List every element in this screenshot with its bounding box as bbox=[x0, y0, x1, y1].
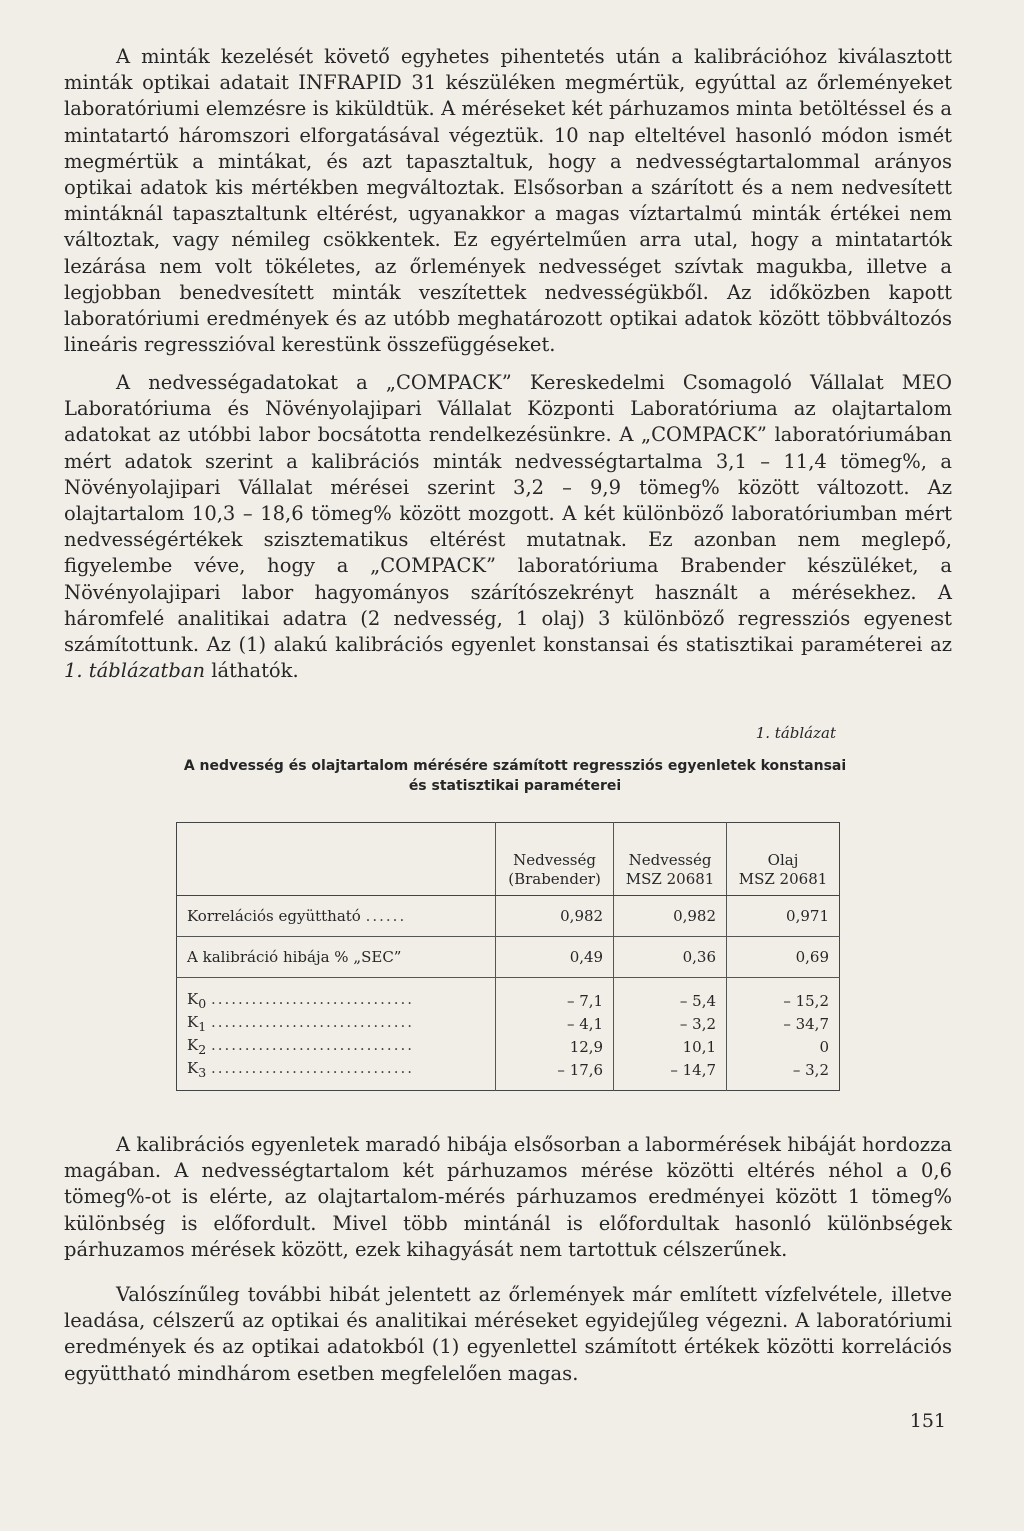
cell-value: – 15,2 bbox=[727, 978, 840, 1014]
row-label bbox=[177, 937, 496, 978]
header-nedvesseg-msz bbox=[614, 823, 727, 896]
paragraph-2-text: A nedvességadatokat a „COMPACK” Kereskedelmi Csomagoló Vállalat MEO Laboratóriuma és Növényolajipari Vállalat Központi Laboratóriuma az olajtartalom adatokat az utóbbi labor bocsátotta rendelkezésünkre. A „COMPACK” laboratóriumában mért adatok szerint a kalibrációs minták nedvességtartalma 3,1 – 11,4 tömeg%, a Növényolajipari Vállalat mérései szerint 3,2 – 9,9 tömeg% között változott. Az olajtartalom 10,3 – 18,6 tömeg% között mozgott. A két különböző laboratóriumban mért nedvességértékek szisztematikus eltérést mutatnak. Ez azonban nem meglepő, figyelembe véve, hogy a „COMPACK” laboratóriuma Brabender készüléket, a Növényolajipari labor hagyományos szárítószekrényt használt a mérésekhez. A háromfelé analitikai adatra (2 nedvesség, 1 olaj) 3 különböző regressziós egyenest számítottunk. Az (1) alakú kalibrációs egyenlet konstansai és statisztikai paraméterei az bbox=[64, 371, 952, 657]
row-label-subscript: 3 bbox=[198, 1065, 207, 1080]
leader-dots: .............................. bbox=[210, 1059, 414, 1077]
cell-value: 0 bbox=[727, 1036, 840, 1059]
table-row-k3 bbox=[177, 1059, 840, 1091]
cell-value: 0,971 bbox=[727, 896, 840, 937]
cell-value: – 14,7 bbox=[614, 1059, 727, 1091]
row-label-subscript: 0 bbox=[198, 996, 207, 1011]
cell-value: 0,982 bbox=[496, 896, 614, 937]
cell-value: – 17,6 bbox=[496, 1059, 614, 1091]
leader-dots: .............................. bbox=[210, 990, 414, 1008]
table-row-k2 bbox=[177, 1036, 840, 1059]
cell-value: 0,69 bbox=[727, 937, 840, 978]
table-row-k1 bbox=[177, 1013, 840, 1036]
table-row-k0 bbox=[177, 978, 840, 1014]
table-title bbox=[120, 756, 910, 796]
cell-value: – 4,1 bbox=[496, 1013, 614, 1036]
table-reference: 1. táblázatban bbox=[64, 659, 206, 683]
cell-value: – 5,4 bbox=[614, 978, 727, 1014]
row-label-text: K bbox=[187, 1013, 199, 1031]
header-line-1: Olaj bbox=[767, 851, 799, 869]
row-label-subscript: 2 bbox=[198, 1042, 207, 1057]
leader-dots: ...... bbox=[365, 907, 407, 925]
header-line-1: Nedvesség bbox=[513, 851, 596, 869]
regression-table bbox=[176, 822, 840, 1091]
cell-value: – 7,1 bbox=[496, 978, 614, 1014]
header-nedvesseg-brabender bbox=[496, 823, 614, 896]
cell-value: – 34,7 bbox=[727, 1013, 840, 1036]
row-label-text: A kalibráció hibája % „SEC” bbox=[187, 948, 402, 966]
table-row-correlation bbox=[177, 896, 840, 937]
paragraph-1 bbox=[64, 44, 952, 358]
row-label-text: K bbox=[187, 990, 199, 1008]
cell-value: – 3,2 bbox=[614, 1013, 727, 1036]
row-label bbox=[177, 896, 496, 937]
leader-dots: .............................. bbox=[210, 1036, 414, 1054]
paragraph-3-text: A kalibrációs egyenletek maradó hibája elsősorban a labormérések hibáját hordozza magában. A nedvességtartalom két párhuzamos mérése közötti eltérés néhol a 0,6 tömeg%-ot is elérte, az olajtartalom-mérés párhuzamos eredményei között 1 tömeg% különbség is előfordult. Mivel több mintánál is előfordultak hasonló különbségek párhuzamos mérések között, ezek kihagyását nem tartottuk célszerűnek. bbox=[64, 1133, 952, 1261]
cell-value: 10,1 bbox=[614, 1036, 727, 1059]
table-header-row bbox=[177, 823, 840, 896]
row-label bbox=[177, 1059, 496, 1091]
row-label bbox=[177, 1013, 496, 1036]
table-row-sec bbox=[177, 937, 840, 978]
row-label bbox=[177, 978, 496, 1014]
paragraph-2 bbox=[64, 370, 952, 684]
page-number: 151 bbox=[909, 1410, 946, 1432]
paragraph-4-text: Valószínűleg további hibát jelentett az őrlemények már említett vízfelvétele, illetve leadása, célszerű az optikai és analitikai méréseket egyidejűleg végezni. A laboratóriumi eredmények és az optikai adatokból (1) egyenlettel számított értékek közötti korrelációs együttható mindhárom esetben megfelelően magas. bbox=[64, 1283, 952, 1385]
cell-value: 0,49 bbox=[496, 937, 614, 978]
header-line-2: MSZ 20681 bbox=[738, 870, 828, 888]
cell-value: 12,9 bbox=[496, 1036, 614, 1059]
leader-dots: .............................. bbox=[210, 1013, 414, 1031]
header-line-2: MSZ 20681 bbox=[625, 870, 715, 888]
table-label: 1. táblázat bbox=[755, 724, 836, 742]
header-line-1: Nedvesség bbox=[628, 851, 712, 869]
row-label-subscript: 1 bbox=[198, 1019, 207, 1034]
cell-value: – 3,2 bbox=[727, 1059, 840, 1091]
table-title-line-1: A nedvesség és olajtartalom mérésére számított regressziós egyenletek konstansai bbox=[183, 758, 847, 774]
header-olaj-msz bbox=[727, 823, 840, 896]
header-blank bbox=[177, 823, 496, 896]
paragraph-1-text: A minták kezelését követő egyhetes pihentetés után a kalibrációhoz kiválasztott minták optikai adatait INFRAPID 31 készüléken megmértük, egyúttal az őrleményeket laboratóriumi elemzésre is kiküldtük. A méréseket két párhuzamos minta betöltéssel és a mintatartó háromszori elforgatásával végeztük. 10 nap elteltével hasonló módon ismét megmértük a mintákat, és azt tapasztaltuk, hogy a nedvességtartalommal arányos optikai adatok kis mértékben megváltoztak. Elsősorban a szárított és a nem nedvesített mintáknál tapasztaltunk eltérést, ugyanakkor a magas víztartalmú minták értékei nem változtak, vagy némileg csökkentek. Ez egyértelműen arra utal, hogy a mintatartók lezárása nem volt tökéletes, az őrlemények nedvességet szívtak magukba, illetve a legjobban benedvesített minták veszítettek nedvességükből. Az időközben kapott laboratóriumi eredmények és az utóbb meghatározott optikai adatok között többváltozós lineáris regresszióval kerestünk összefüggéseket. bbox=[64, 45, 952, 357]
cell-value: 0,982 bbox=[614, 896, 727, 937]
cell-value: 0,36 bbox=[614, 937, 727, 978]
row-label-text: K bbox=[187, 1036, 199, 1054]
table-title-line-2: és statisztikai paraméterei bbox=[408, 778, 622, 794]
paragraph-3 bbox=[64, 1132, 952, 1263]
header-line-2: (Brabender) bbox=[508, 870, 601, 888]
paragraph-4 bbox=[64, 1282, 952, 1387]
paragraph-2-end: láthatók. bbox=[205, 659, 299, 683]
row-label bbox=[177, 1036, 496, 1059]
row-label-text: Korrelációs együttható bbox=[187, 907, 361, 925]
row-label-text: K bbox=[187, 1059, 199, 1077]
